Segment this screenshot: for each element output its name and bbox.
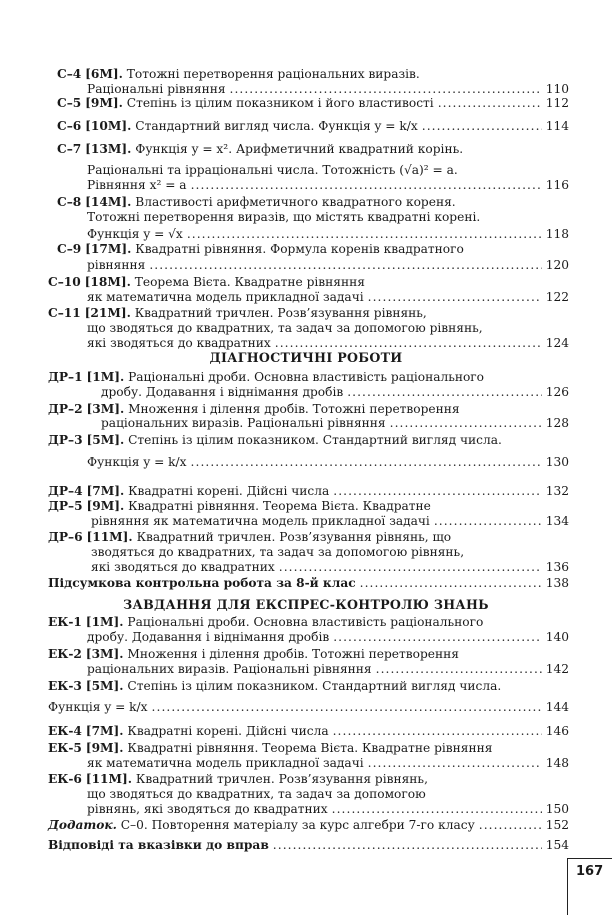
page-ref: 114 bbox=[545, 119, 569, 133]
page-ref: 154 bbox=[545, 838, 569, 852]
entry-code: ЕК-2 bbox=[48, 647, 82, 661]
entry-ref: [14М]. bbox=[85, 195, 132, 209]
entry-code: ЕК-5 bbox=[48, 741, 82, 755]
page-ref: 150 bbox=[545, 802, 569, 816]
entry-ref: [13М]. bbox=[85, 142, 132, 156]
entry-text: рівнянь, які зводяться до квадратних bbox=[87, 802, 328, 816]
entry-ref: [7М]. bbox=[85, 724, 124, 738]
entry-text: Раціональні рівняння bbox=[87, 82, 226, 96]
entry-text: Квадратні рівняння. Теорема Вієта. Квадратне bbox=[128, 499, 431, 513]
page-ref: 138 bbox=[545, 576, 569, 590]
page-ref: 142 bbox=[545, 662, 569, 676]
entry-text: Квадратний тричлен. Розв’язування рівнянь, bbox=[134, 306, 427, 320]
entry-text: Функція y = x². Арифметичний квадратний корінь. bbox=[135, 142, 464, 156]
entry-text: Раціональні дроби. Основна властивість раціонального bbox=[127, 615, 484, 629]
page-ref: 128 bbox=[545, 416, 569, 430]
entry-text: раціональних виразів. Раціональні рівняння bbox=[101, 416, 386, 430]
page-ref: 126 bbox=[545, 385, 569, 399]
entry-text: Квадратні рівняння. Формула коренів квадратного bbox=[135, 242, 464, 256]
entry-text: Рівняння x² = a bbox=[87, 178, 187, 192]
entry-text: Степінь із цілим показником. Стандартний вигляд числа. bbox=[127, 679, 502, 693]
page-ref: 132 bbox=[545, 484, 569, 498]
section-heading-diagnostic: ДІАГНОСТИЧНІ РОБОТИ bbox=[209, 350, 403, 365]
entry-code: ДР–6 bbox=[48, 530, 83, 544]
entry-code: С–4 bbox=[57, 67, 82, 81]
page-ref: 112 bbox=[545, 96, 569, 110]
entry-ref: [6М]. bbox=[85, 67, 123, 81]
entry-code: ЕК-6 bbox=[48, 772, 82, 786]
entry-text: Тотожні перетворення виразів, що містять квадратні корені. bbox=[87, 210, 481, 224]
entry-text: що зводяться до квадратних, та задач за допомогою bbox=[87, 787, 426, 801]
entry-code: С–10 bbox=[48, 275, 81, 289]
entry-ref: [3М]. bbox=[86, 402, 125, 416]
page-ref: 134 bbox=[545, 514, 569, 528]
entry-code: С–9 bbox=[57, 242, 82, 256]
entry-text: Множення і ділення дробів. Тотожні перетворення bbox=[128, 402, 460, 416]
entry-text: Квадратні рівняння. Теорема Вієта. Квадратне рівняння bbox=[127, 741, 493, 755]
page-ref: 122 bbox=[545, 290, 569, 304]
entry-code: С–5 bbox=[57, 96, 82, 110]
entry-text: як математична модель прикладної задачі bbox=[87, 290, 364, 304]
entry-ref: [1М]. bbox=[86, 370, 125, 384]
page-number-box bbox=[567, 858, 612, 915]
page-ref: 146 bbox=[545, 724, 569, 738]
entry-text: Раціональні дроби. Основна властивість раціонального bbox=[128, 370, 485, 384]
page-ref: 140 bbox=[545, 630, 569, 644]
entry-text: що зводяться до квадратних, та задач за допомогою рівнянь, bbox=[87, 321, 483, 335]
entry-code: С–8 bbox=[57, 195, 82, 209]
page-ref: 136 bbox=[545, 560, 569, 574]
entry-text: Функція y = k/x bbox=[87, 455, 187, 469]
entry-text: Раціональні та ірраціональні числа. Тотожність (√a)² = a. bbox=[87, 163, 458, 177]
entry-text: Степінь із цілим показником і його властивості bbox=[126, 96, 434, 110]
entry-text: які зводяться до квадратних bbox=[91, 560, 275, 574]
entry-code: ЕК-1 bbox=[48, 615, 82, 629]
entry-ref: [9М]. bbox=[85, 741, 124, 755]
page-number: 167 bbox=[576, 864, 604, 879]
entry-text: Тотожні перетворення раціональних виразів. bbox=[126, 67, 420, 81]
entry-text: Функція y = k/x bbox=[48, 700, 148, 714]
section-heading-express: ЗАВДАННЯ ДЛЯ ЕКСПРЕС-КОНТРОЛЮ ЗНАНЬ bbox=[123, 597, 489, 612]
entry-ref: [5М]. bbox=[85, 679, 124, 693]
entry-text: Квадратні корені. Дійсні числа bbox=[127, 724, 329, 738]
entry-ref: [7М]. bbox=[86, 484, 125, 498]
entry-text: зводяться до квадратних, та задач за допомогою рівнянь, bbox=[91, 545, 465, 559]
entry-text: Степінь із цілим показником. Стандартний вигляд числа. bbox=[128, 433, 502, 447]
entry-ref: [11М]. bbox=[86, 530, 133, 544]
page-ref: 116 bbox=[545, 178, 569, 192]
entry-code: ДР–1 bbox=[48, 370, 83, 384]
entry-code: С–7 bbox=[57, 142, 82, 156]
entry-code: ДР–2 bbox=[48, 402, 83, 416]
page-ref: 152 bbox=[545, 818, 569, 832]
entry-ref: [21М]. bbox=[84, 306, 131, 320]
entry-code: С–6 bbox=[57, 119, 82, 133]
entry-text: Множення і ділення дробів. Тотожні перетворення bbox=[127, 647, 459, 661]
entry-code: С–11 bbox=[48, 306, 81, 320]
entry-ref: [5М]. bbox=[86, 433, 125, 447]
entry-text: Функція y = √x bbox=[87, 227, 183, 241]
page-ref: 144 bbox=[545, 700, 569, 714]
entry-code: ДР–4 bbox=[48, 484, 83, 498]
entry-code: ДР–3 bbox=[48, 433, 83, 447]
entry-text: дробу. Додавання і віднімання дробів bbox=[101, 385, 344, 399]
entry-ref: [10М]. bbox=[85, 119, 132, 133]
page-ref: 124 bbox=[545, 336, 569, 350]
entry-ref: [3М]. bbox=[85, 647, 124, 661]
entry-code: ЕК-3 bbox=[48, 679, 82, 693]
page-ref: 148 bbox=[545, 756, 569, 770]
entry-ref: [9М]. bbox=[86, 499, 125, 513]
entry-ref: [11М]. bbox=[85, 772, 133, 786]
page-ref: 118 bbox=[545, 227, 569, 241]
entry-text: Стандартний вигляд числа. Функція y = k/x bbox=[135, 119, 418, 133]
entry-text: Підсумкова контрольна робота за 8-й клас bbox=[48, 576, 356, 590]
entry-code: ДР–5 bbox=[48, 499, 83, 513]
entry-text: С–0. Повторення матеріалу за курс алгебри 7-го класу bbox=[120, 818, 475, 832]
entry-ref: [18М]. bbox=[84, 275, 131, 289]
entry-ref: [17М]. bbox=[85, 242, 132, 256]
entry-code: ЕК-4 bbox=[48, 724, 82, 738]
entry-text: рівняння як математична модель прикладної задачі bbox=[91, 514, 430, 528]
entry-text: Властивості арифметичного квадратного кореня. bbox=[135, 195, 456, 209]
entry-label: Додаток. bbox=[48, 818, 117, 832]
page-ref: 110 bbox=[545, 82, 569, 96]
entry-text: які зводяться до квадратних bbox=[87, 336, 271, 350]
entry-text: Квадратний тричлен. Розв’язування рівнянь, що bbox=[136, 530, 452, 544]
entry-ref: [9М]. bbox=[85, 96, 123, 110]
entry-text: як математична модель прикладної задачі bbox=[87, 756, 364, 770]
entry-text: дробу. Додавання і віднімання дробів bbox=[87, 630, 330, 644]
entry-text: рівняння bbox=[87, 258, 146, 272]
page-ref: 120 bbox=[545, 258, 569, 272]
page-ref: 130 bbox=[545, 455, 569, 469]
entry-text: Квадратні корені. Дійсні числа bbox=[128, 484, 330, 498]
entry-ref: [1М]. bbox=[85, 615, 124, 629]
entry-text: Квадратний тричлен. Розв’язування рівнянь, bbox=[135, 772, 428, 786]
entry-text: раціональних виразів. Раціональні рівняння bbox=[87, 662, 372, 676]
entry-text: Відповіді та вказівки до вправ bbox=[48, 838, 269, 852]
entry-text: Теорема Вієта. Квадратне рівняння bbox=[134, 275, 365, 289]
